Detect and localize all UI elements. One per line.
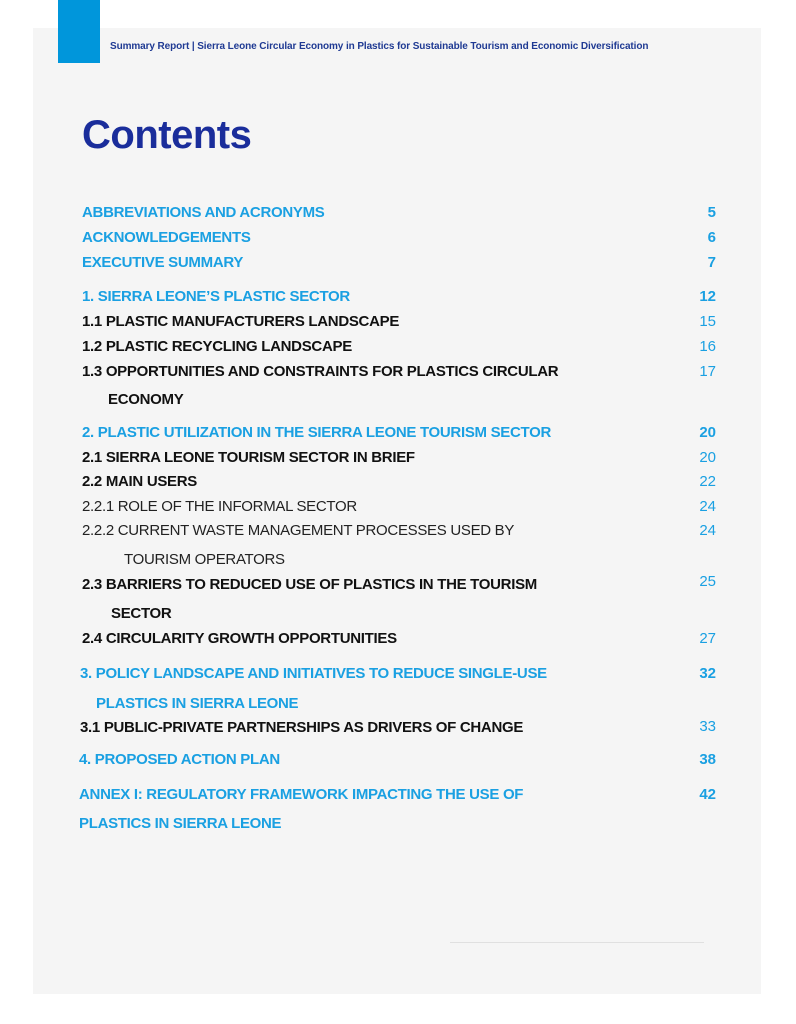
toc-item-section-2[interactable]: 2. PLASTIC UTILIZATION IN THE SIERRA LEONE TOURISM SECTOR xyxy=(82,424,552,441)
toc-page-section-1-2: 16 xyxy=(699,338,716,355)
toc-item-section-1-3-cont[interactable]: ECONOMY xyxy=(108,391,184,408)
toc-page-section-2-2-1: 24 xyxy=(699,498,716,515)
toc-page-section-2-4: 27 xyxy=(699,630,716,647)
toc-item-section-2-1[interactable]: 2.1 SIERRA LEONE TOURISM SECTOR IN BRIEF xyxy=(82,449,415,466)
footer-divider xyxy=(450,942,704,943)
toc-page-section-3-1: 33 xyxy=(699,718,716,735)
toc-item-section-2-4[interactable]: 2.4 CIRCULARITY GROWTH OPPORTUNITIES xyxy=(82,630,397,647)
toc-page-annex-1: 42 xyxy=(699,786,716,803)
toc-page-section-2-3: 25 xyxy=(699,573,716,590)
toc-item-section-2-3-cont[interactable]: SECTOR xyxy=(111,605,172,622)
toc-page-section-2-2: 22 xyxy=(699,473,716,490)
toc-item-section-2-3[interactable]: 2.3 BARRIERS TO REDUCED USE OF PLASTICS IN THE TOURISM xyxy=(82,576,537,593)
toc-item-section-3-1[interactable]: 3.1 PUBLIC-PRIVATE PARTNERSHIPS AS DRIVERS OF CHANGE xyxy=(80,719,524,736)
accent-bar xyxy=(58,0,100,63)
toc-item-section-3[interactable]: 3. POLICY LANDSCAPE AND INITIATIVES TO REDUCE SINGLE-USE xyxy=(80,665,547,682)
toc-page-section-1-1: 15 xyxy=(699,313,716,330)
toc-page-section-1: 12 xyxy=(699,288,716,305)
toc-item-annex-1[interactable]: ANNEX I: REGULATORY FRAMEWORK IMPACTING THE USE OF xyxy=(79,786,524,803)
toc-item-section-1-1[interactable]: 1.1 PLASTIC MANUFACTURERS LANDSCAPE xyxy=(82,313,400,330)
toc-item-annex-1-cont[interactable]: PLASTICS IN SIERRA LEONE xyxy=(79,815,282,832)
toc-item-abbreviations[interactable]: ABBREVIATIONS AND ACRONYMS xyxy=(82,204,325,221)
toc-page-section-3: 32 xyxy=(699,665,716,682)
toc-page-section-2-2-2: 24 xyxy=(699,522,716,539)
report-header: Summary Report | Sierra Leone Circular Economy in Plastics for Sustainable Tourism and Economic Diversification xyxy=(110,41,649,52)
toc-item-section-2-2-2-cont[interactable]: TOURISM OPERATORS xyxy=(124,551,285,568)
toc-item-section-4[interactable]: 4. PROPOSED ACTION PLAN xyxy=(79,751,280,768)
toc-item-section-2-2[interactable]: 2.2 MAIN USERS xyxy=(82,473,197,490)
toc-page-section-2-1: 20 xyxy=(699,449,716,466)
toc-item-section-3-cont[interactable]: PLASTICS IN SIERRA LEONE xyxy=(96,695,299,712)
toc-page-abbreviations: 5 xyxy=(707,204,716,221)
toc-page-section-1-3: 17 xyxy=(699,363,716,380)
toc-item-executive-summary[interactable]: EXECUTIVE SUMMARY xyxy=(82,254,244,271)
toc-item-section-2-2-1[interactable]: 2.2.1 ROLE OF THE INFORMAL SECTOR xyxy=(82,498,357,515)
toc-item-section-1-2[interactable]: 1.2 PLASTIC RECYCLING LANDSCAPE xyxy=(82,338,352,355)
page-title: Contents xyxy=(82,113,252,157)
toc-page-acknowledgements: 6 xyxy=(707,229,716,246)
toc-page-section-4: 38 xyxy=(699,751,716,768)
toc-page-executive-summary: 7 xyxy=(707,254,716,271)
toc-item-acknowledgements[interactable]: ACKNOWLEDGEMENTS xyxy=(82,229,251,246)
toc-page-section-2: 20 xyxy=(699,424,716,441)
toc-item-section-2-2-2[interactable]: 2.2.2 CURRENT WASTE MANAGEMENT PROCESSES USED BY xyxy=(82,522,515,539)
toc-item-section-1-3[interactable]: 1.3 OPPORTUNITIES AND CONSTRAINTS FOR PLASTICS CIRCULAR xyxy=(82,363,559,380)
toc-item-section-1[interactable]: 1. SIERRA LEONE’S PLASTIC SECTOR xyxy=(82,288,350,305)
